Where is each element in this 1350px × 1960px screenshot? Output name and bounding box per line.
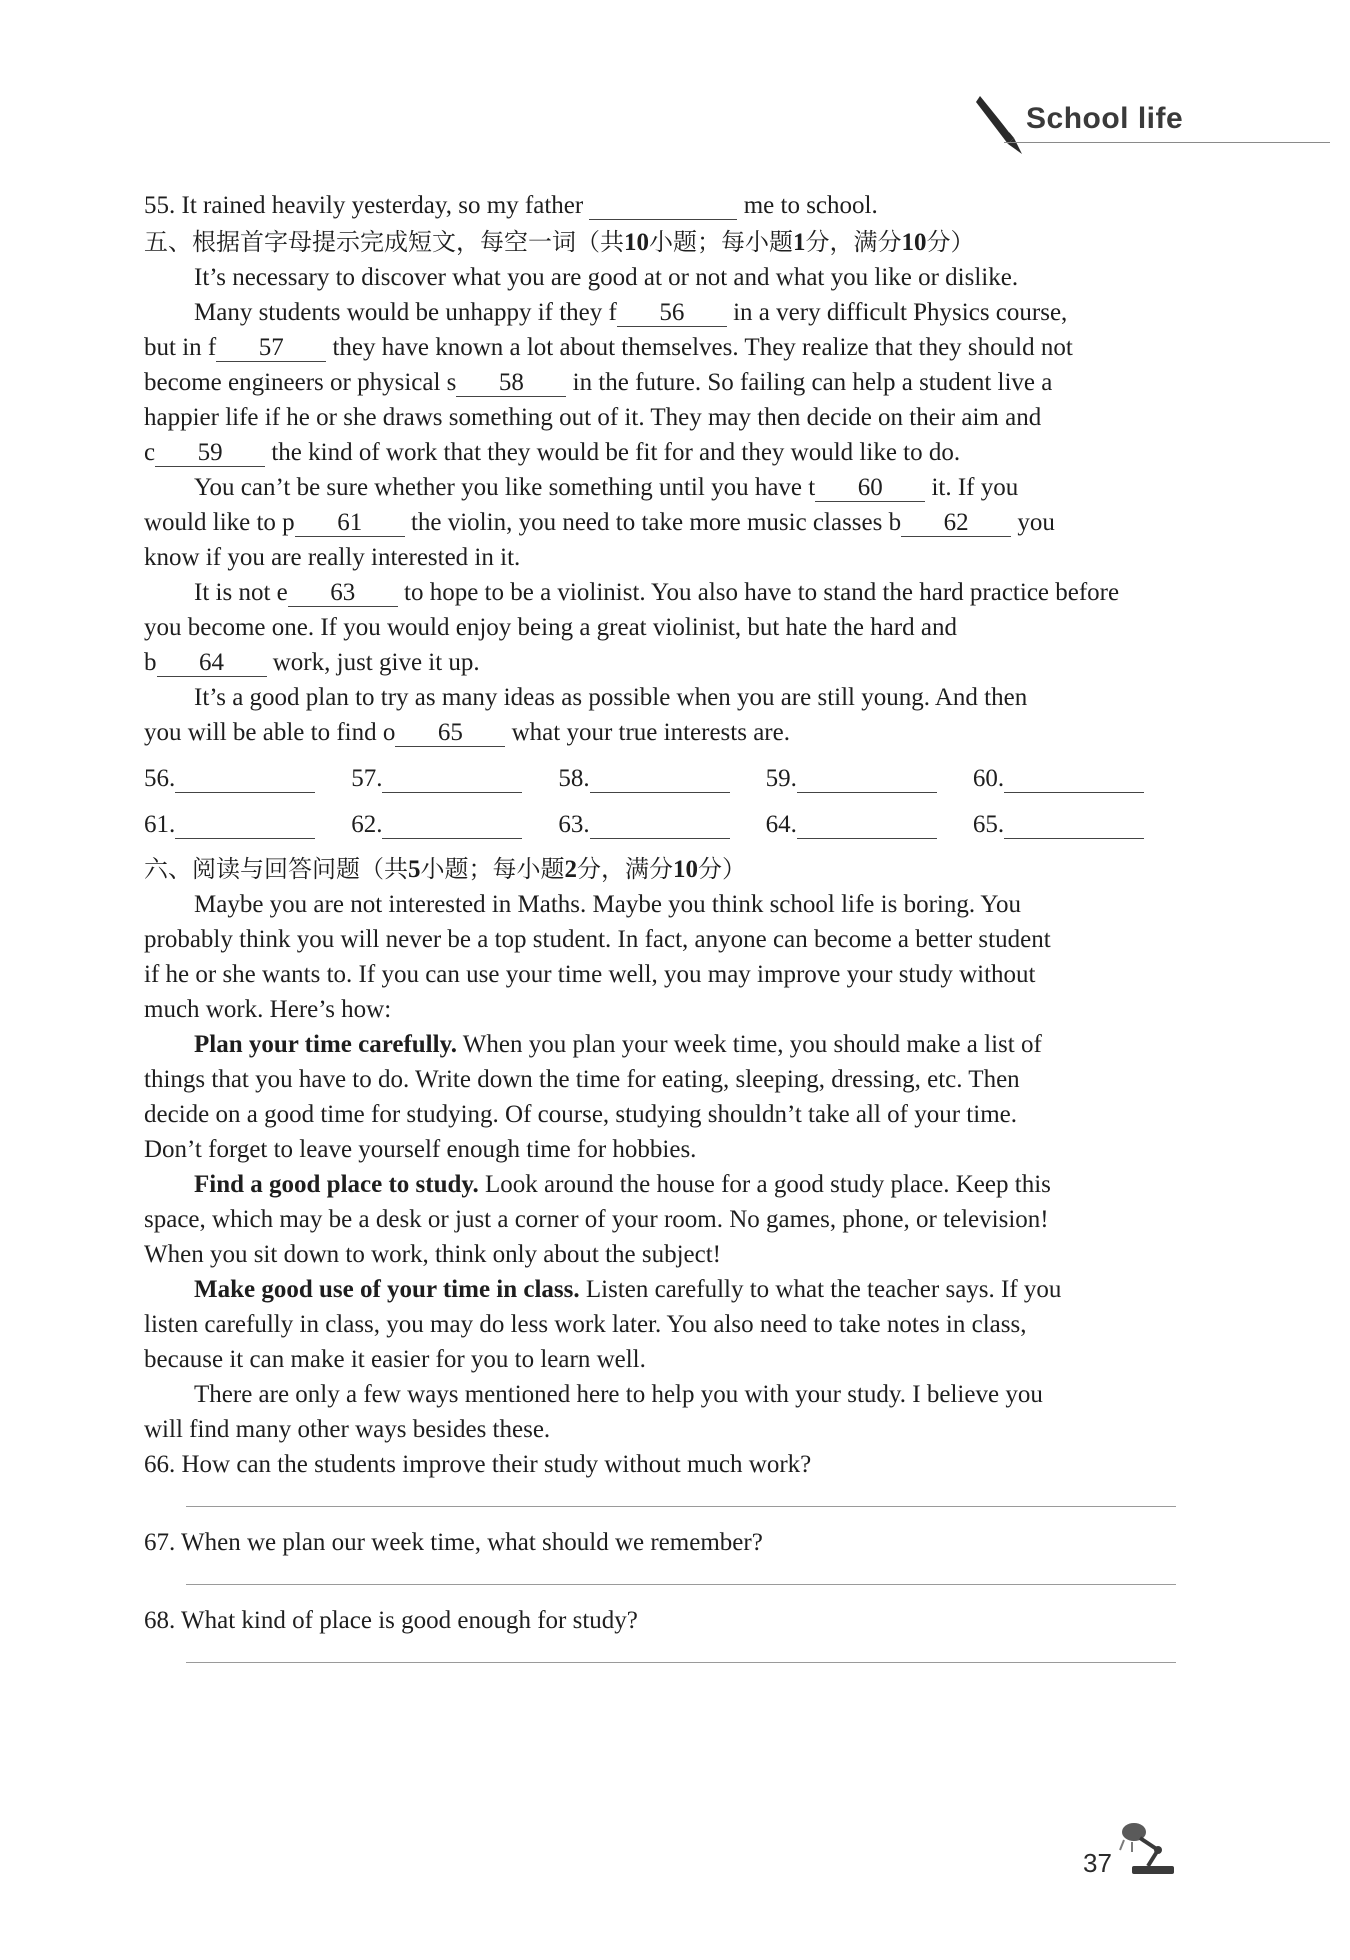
desk-lamp-icon xyxy=(1118,1820,1180,1876)
answer-blank-65[interactable] xyxy=(1004,812,1144,839)
tip-heading-class: Make good use of your time in class. xyxy=(194,1276,580,1303)
section-5-title: 五、根据首字母提示完成短文，每空一词（共10小题；每小题1分，满分10分） xyxy=(144,228,975,256)
tip-heading-place: Find a good place to study. xyxy=(194,1171,479,1198)
question-55: 55. It rained heavily yesterday, so my father me to school. xyxy=(144,192,878,219)
answer-row-2: 61. 62. 63. 64. 65. xyxy=(144,802,1180,842)
answer-blank-59[interactable] xyxy=(797,766,937,793)
answer-blank-64[interactable] xyxy=(797,812,937,839)
answer-row-1: 56. 57. 58. 59. 60. xyxy=(144,756,1180,796)
answer-blank-62[interactable] xyxy=(382,812,522,839)
reading-passage: Maybe you are not interested in Maths. Maybe you think school life is boring. You probably think you will never be a top student. In fact, anyone can become a better student if he or she wants to. If you can use your time well, you may improve your study without much work. Here’s how: Plan your time carefully. When you plan your week time, you should make a list of things that you have to do. Write down the time for eating, sleeping, dressing, etc. Then decide on a good time for studying. Of course, studying shouldn’t take all of your time. Don’t forget to leave yourself enough time for hobbies. Find a good place to study. Look around the house for a good study place. Keep this space, which may be a desk or just a corner of your room. No games, phone, or television! When you sit down to work, think only about the subject! Make good use of your time in class. Listen carefully to what the teacher says. If you listen carefully in class, you may do less work later. You also need to take notes in class, because it can make it easier for you to learn well. There are only a few ways mentioned here to help you with your study. I believe you will find many other ways besides these. xyxy=(144,891,1062,1443)
answer-blank-63[interactable] xyxy=(590,812,730,839)
page-content xyxy=(144,188,1180,1681)
answer-blank-58[interactable] xyxy=(590,766,730,793)
answer-blank-55[interactable] xyxy=(589,193,737,220)
pen-nib-icon xyxy=(974,92,1030,158)
question-67: 67. When we plan our week time, what should we remember? xyxy=(144,1529,763,1556)
page-number: 37 xyxy=(1083,1848,1112,1878)
cloze-blank-58: 58 xyxy=(456,370,566,397)
question-66: 66. How can the students improve their study without much work? xyxy=(144,1451,812,1478)
page-header xyxy=(960,92,1330,158)
cloze-blank-61: 61 xyxy=(295,510,405,537)
cloze-blank-63: 63 xyxy=(288,580,398,607)
tip-heading-plan: Plan your time carefully. xyxy=(194,1031,457,1058)
cloze-blank-62: 62 xyxy=(901,510,1011,537)
cloze-blank-59: 59 xyxy=(155,440,265,467)
cloze-blank-64: 64 xyxy=(157,650,267,677)
cloze-blank-57: 57 xyxy=(216,335,326,362)
answer-line-68[interactable] xyxy=(186,1662,1176,1663)
cloze-passage: It’s necessary to discover what you are good at or not and what you like or dislike. Many students would be unhappy if they f 56 in a very difficult Physics course, but in f 57 they have known a lot about themselves. They realize that they should not become engineers or physical s 58 in the future. So failing can help a student live a happier life if he or she draws something out of it. They may then decide on their aim and c 59 the kind of work that they would be fit for and they would like to do. You can’t be sure whether you like something until you have t 60 it. If you would like to p 61 the violin, you need to take more music classes b 62 you know if you are really interested in it. It is not e 63 to hope to be a violinist. You also have to stand the hard practice before you become one. If you would enjoy being a great violinist, but hate the hard and b 64 work, just give it up. It’s a good plan to try as many ideas as possible when you are still young. And then you will be able to find o 65 what your true interests are. xyxy=(144,264,1120,746)
answer-blank-56[interactable] xyxy=(175,766,315,793)
cloze-blank-65: 65 xyxy=(395,720,505,747)
answer-line-67[interactable] xyxy=(186,1584,1176,1585)
answer-blank-57[interactable] xyxy=(382,766,522,793)
answer-blank-61[interactable] xyxy=(175,812,315,839)
cloze-blank-60: 60 xyxy=(815,475,925,502)
section-6-title: 六、阅读与回答问题（共5小题；每小题2分，满分10分） xyxy=(144,855,746,883)
answer-blank-60[interactable] xyxy=(1004,766,1144,793)
header-title: School life xyxy=(1026,102,1184,135)
answer-line-66[interactable] xyxy=(186,1506,1176,1507)
header-rule xyxy=(1004,142,1330,143)
question-68: 68. What kind of place is good enough for study? xyxy=(144,1607,638,1634)
cloze-blank-56: 56 xyxy=(617,300,727,327)
